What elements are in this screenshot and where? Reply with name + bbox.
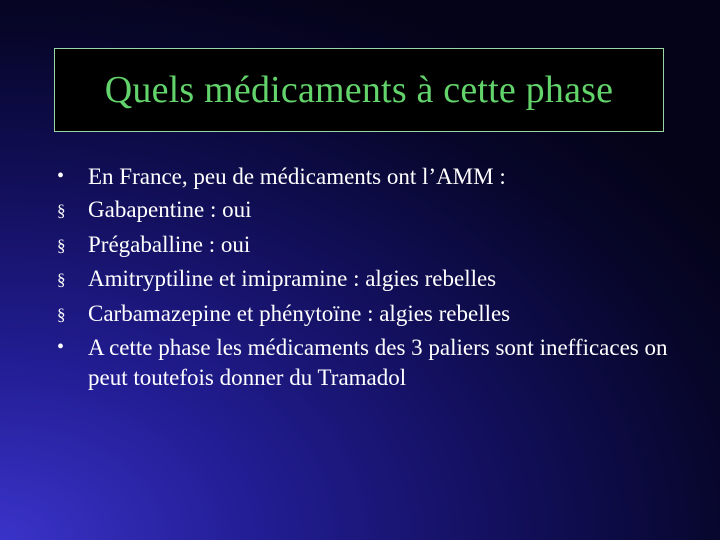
slide-title: Quels médicaments à cette phase [104,69,614,111]
section-sign-icon: § [57,304,66,324]
title-box [54,48,664,132]
bullet-list [56,162,676,396]
list-item-text: Carbamazepine et phénytoïne : algies rebelles [88,300,511,326]
list-item [56,333,676,392]
section-sign-icon: § [57,270,66,289]
list-item [56,162,676,192]
round-bullet-icon: • [57,336,65,358]
list-item [56,195,676,226]
list-item-text: Prégaballine : oui [88,231,251,257]
list-item-text: A cette phase les médicaments des 3 paliers sont inefficaces on peut toutefois donner du Tramadol [88,335,668,390]
section-sign-icon: § [57,235,66,255]
list-item [56,264,676,295]
section-sign-icon: § [57,201,66,220]
list-item [56,230,676,261]
list-item-text: Amitryptiline et imipramine : algies rebelles [88,266,497,291]
list-item-text: Gabapentine : oui [88,197,252,222]
list-item-text: En France, peu de médicaments ont l’AMM : [88,164,506,189]
round-bullet-icon: • [57,165,65,187]
list-item [56,299,676,330]
